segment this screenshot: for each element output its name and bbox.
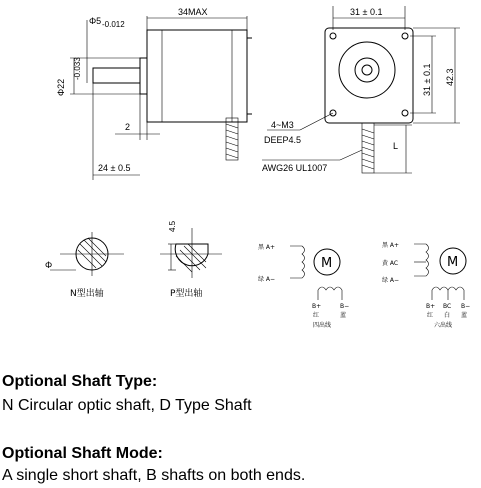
n-shaft-dim: Φ bbox=[45, 260, 53, 270]
wiring-4-lead bbox=[258, 243, 349, 329]
length-dimension: 34MAX bbox=[178, 7, 208, 17]
w6-caption: 六出线 bbox=[434, 322, 453, 329]
shaft-tolerance: -0.012 bbox=[102, 20, 125, 29]
w4-b-minus: B− bbox=[340, 303, 350, 310]
shaft-mode-body: A single short shaft, B shafts on both ends. bbox=[2, 467, 306, 484]
w6-b-plus-color: 红 bbox=[427, 312, 434, 319]
body-size: 42.3 bbox=[445, 68, 455, 86]
motor-symbol-4: M bbox=[321, 256, 333, 271]
p-type-shaft bbox=[160, 220, 222, 299]
n-type-shaft bbox=[45, 232, 124, 299]
motor-symbol-6: M bbox=[447, 255, 459, 270]
wire-spec: AWG26 UL1007 bbox=[262, 163, 328, 173]
w4-b-plus-color: 红 bbox=[313, 312, 320, 319]
w4-a-plus: 黑 A+ bbox=[258, 244, 276, 251]
w6-a-minus: 绿 A− bbox=[382, 277, 400, 284]
shaft-length: 24 ± 0.5 bbox=[98, 163, 131, 173]
depth-label: DEEP4.5 bbox=[264, 135, 302, 145]
boss-tolerance: -0.033 bbox=[73, 57, 82, 80]
shaft-mode-heading: Optional Shaft Mode: bbox=[2, 445, 163, 462]
mount-holes-label: 4~M3 bbox=[271, 120, 294, 130]
shaft-type-heading: Optional Shaft Type: bbox=[2, 373, 158, 390]
hole-spacing-side: 31 ± 0.1 bbox=[422, 63, 432, 96]
w6-bc-color: 白 bbox=[444, 312, 451, 319]
w6-ac: 黄 AC bbox=[382, 260, 399, 267]
boss-length: 2 bbox=[125, 122, 131, 132]
cable-length: L bbox=[393, 141, 399, 151]
w6-a-plus: 黑 A+ bbox=[382, 242, 400, 249]
n-shaft-label: N型出轴 bbox=[70, 289, 104, 299]
w4-caption: 四出线 bbox=[313, 322, 332, 329]
w6-bc: BC bbox=[443, 303, 452, 310]
hole-spacing-top: 31 ± 0.1 bbox=[350, 7, 383, 17]
shaft-type-body: N Circular optic shaft, D Type Shaft bbox=[2, 397, 252, 414]
w4-a-minus: 绿 A− bbox=[258, 276, 276, 283]
w6-b-minus: B− bbox=[461, 303, 471, 310]
p-shaft-label: P型出轴 bbox=[170, 289, 203, 299]
side-view bbox=[56, 7, 252, 180]
p-shaft-dim: 4.5 bbox=[168, 220, 177, 232]
wiring-6-lead bbox=[382, 241, 470, 329]
shaft-diameter: Φ5 bbox=[89, 16, 102, 26]
front-view bbox=[262, 6, 460, 173]
w4-b-plus: B+ bbox=[312, 303, 322, 310]
w4-b-minus-color: 蓝 bbox=[340, 312, 347, 319]
boss-diameter: Φ22 bbox=[56, 78, 66, 96]
w6-b-plus: B+ bbox=[426, 303, 436, 310]
w6-b-minus-color: 蓝 bbox=[461, 312, 468, 319]
